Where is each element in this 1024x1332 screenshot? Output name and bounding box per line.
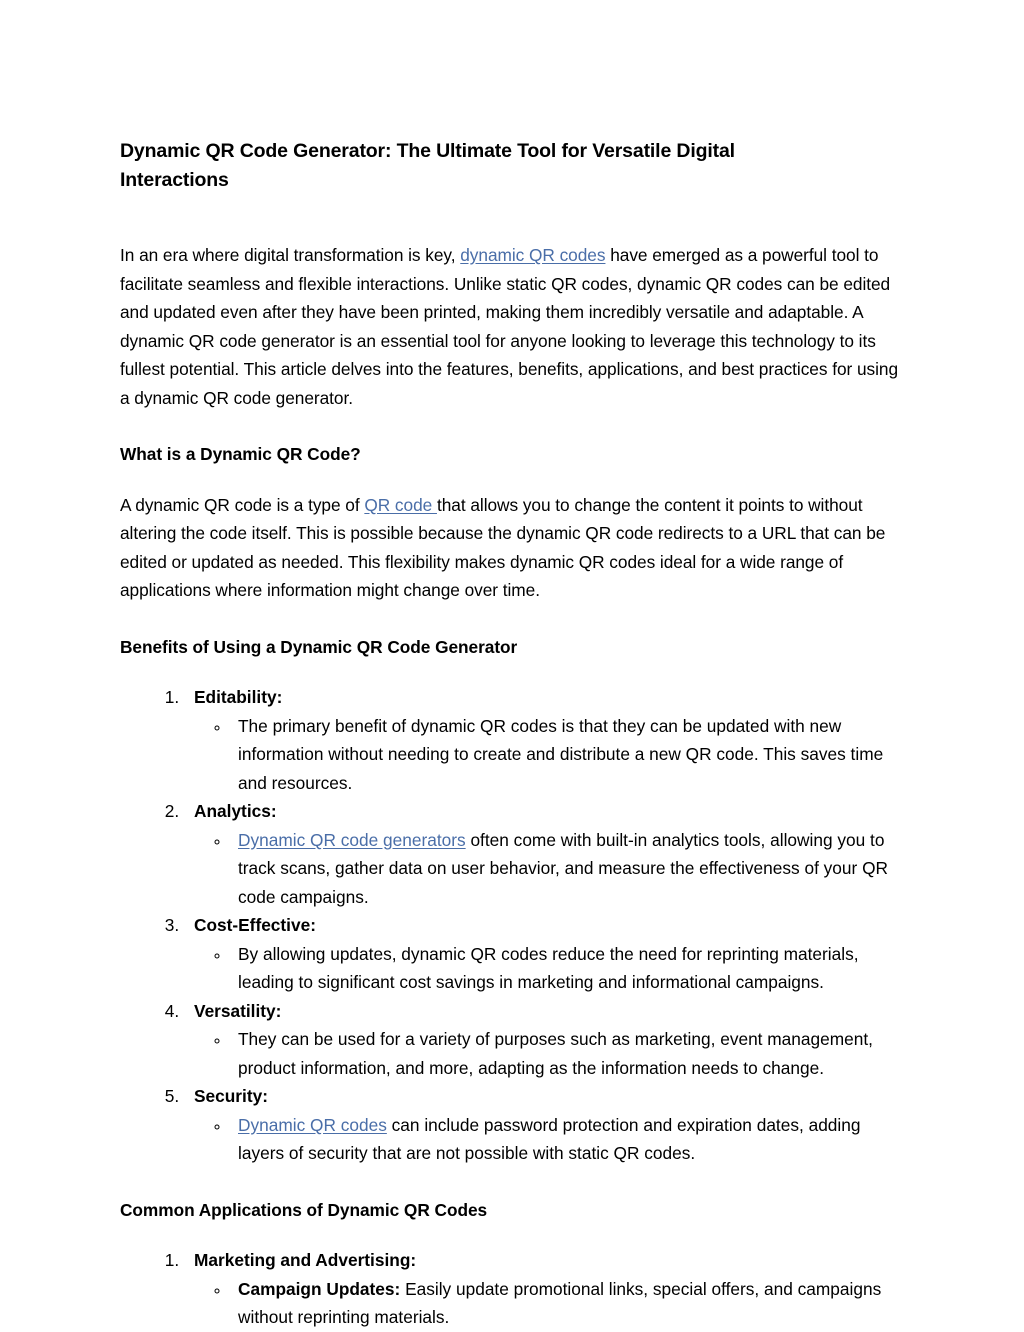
benefit-detail-text: can include password protection and expiration dates, adding layers of security that are not possible with static QR codes. [238, 1114, 861, 1163]
dynamic-qr-code-generators-link[interactable]: Dynamic QR code generators [238, 829, 466, 850]
list-item [230, 1275, 905, 1332]
spacer [120, 1224, 905, 1246]
application-detail-list [194, 1275, 905, 1332]
application-sub-label: Campaign Updates: [238, 1278, 401, 1299]
what-is-text-before: A dynamic QR code is a type of [120, 494, 365, 515]
list-item [230, 1025, 905, 1082]
spacer [120, 469, 905, 491]
list-item [230, 1111, 905, 1168]
heading-what-is-dynamic-qr-code: What is a Dynamic QR Code? [120, 444, 361, 464]
heading-common-applications: Common Applications of Dynamic QR Codes [120, 1199, 488, 1220]
benefit-detail-list [194, 940, 905, 997]
benefit-detail-list [194, 1025, 905, 1082]
list-item [230, 940, 905, 997]
dynamic-qr-codes-link[interactable]: dynamic QR codes [460, 245, 606, 265]
spacer [120, 661, 905, 683]
benefit-label: Analytics: [194, 801, 277, 821]
benefit-label: Security: [194, 1086, 268, 1106]
application-sub-text: Easily update promotional links, special offers, and campaigns without reprinting materials. [238, 1278, 882, 1327]
list-item [184, 1246, 905, 1332]
benefit-detail-text: They can be used for a variety of purposes such as marketing, event management, product information, and more, adapting as the information needs to change. [238, 1029, 873, 1078]
benefit-label: Cost-Effective: [194, 915, 316, 935]
benefit-detail-text: By allowing updates, dynamic QR codes reduce the need for reprinting materials, leading to significant cost savings in marketing and informational campaigns. [238, 943, 859, 992]
benefit-label: Versatility: [194, 1000, 282, 1021]
intro-text-after: have emerged as a powerful tool to facilitate seamless and flexible interactions. Unlike static QR codes, dynamic QR codes can be edited and updated even after they have been printed, making them incredibly versatile and adaptable. A dynamic QR code generator is an essential tool for anyone looking to leverage this technology to its fullest potential. This article delves into the features, benefits, applications, and best practices for using a dynamic QR code generator. [120, 245, 899, 408]
list-item [230, 712, 905, 798]
page-title: Dynamic QR Code Generator: The Ultimate Tool for Versatile Digital Interactions [120, 140, 735, 191]
list-item [184, 911, 905, 997]
list-item [184, 683, 905, 797]
intro-paragraph [120, 241, 905, 412]
spacer [120, 412, 905, 440]
list-item [184, 797, 905, 911]
spacer [120, 1168, 905, 1196]
application-label: Marketing and Advertising: [194, 1250, 417, 1270]
spacer [120, 605, 905, 633]
spacer [120, 195, 905, 241]
benefit-detail-list [194, 826, 905, 912]
what-is-paragraph [120, 491, 905, 605]
dynamic-qr-codes-security-link[interactable]: Dynamic QR codes [238, 1114, 387, 1135]
benefit-label: Editability: [194, 687, 283, 707]
list-item [184, 997, 905, 1083]
list-item [230, 826, 905, 912]
benefit-detail-text: The primary benefit of dynamic QR codes is that they can be updated with new information without needing to create and distribute a new QR code. This saves time and resources. [238, 715, 884, 793]
benefit-detail-list [194, 712, 905, 798]
heading-benefits: Benefits of Using a Dynamic QR Code Generator [120, 636, 518, 657]
applications-list [120, 1246, 905, 1332]
qr-code-link[interactable]: QR code [364, 494, 437, 515]
benefits-list [120, 683, 905, 1168]
list-item [184, 1082, 905, 1168]
benefit-detail-text: often come with built-in analytics tools, allowing you to track scans, gather data on user behavior, and measure the effectiveness of your QR code campaigns. [238, 829, 889, 907]
benefit-detail-list [194, 1111, 905, 1168]
what-is-text-after: that allows you to change the content it points to without altering the code itself. This is possible because the dynamic QR code redirects to a URL that can be edited or updated as needed. This flexibility makes dynamic QR codes ideal for a wide range of applications where information might change over time. [120, 494, 886, 600]
intro-text-before: In an era where digital transformation is key, [120, 245, 461, 265]
